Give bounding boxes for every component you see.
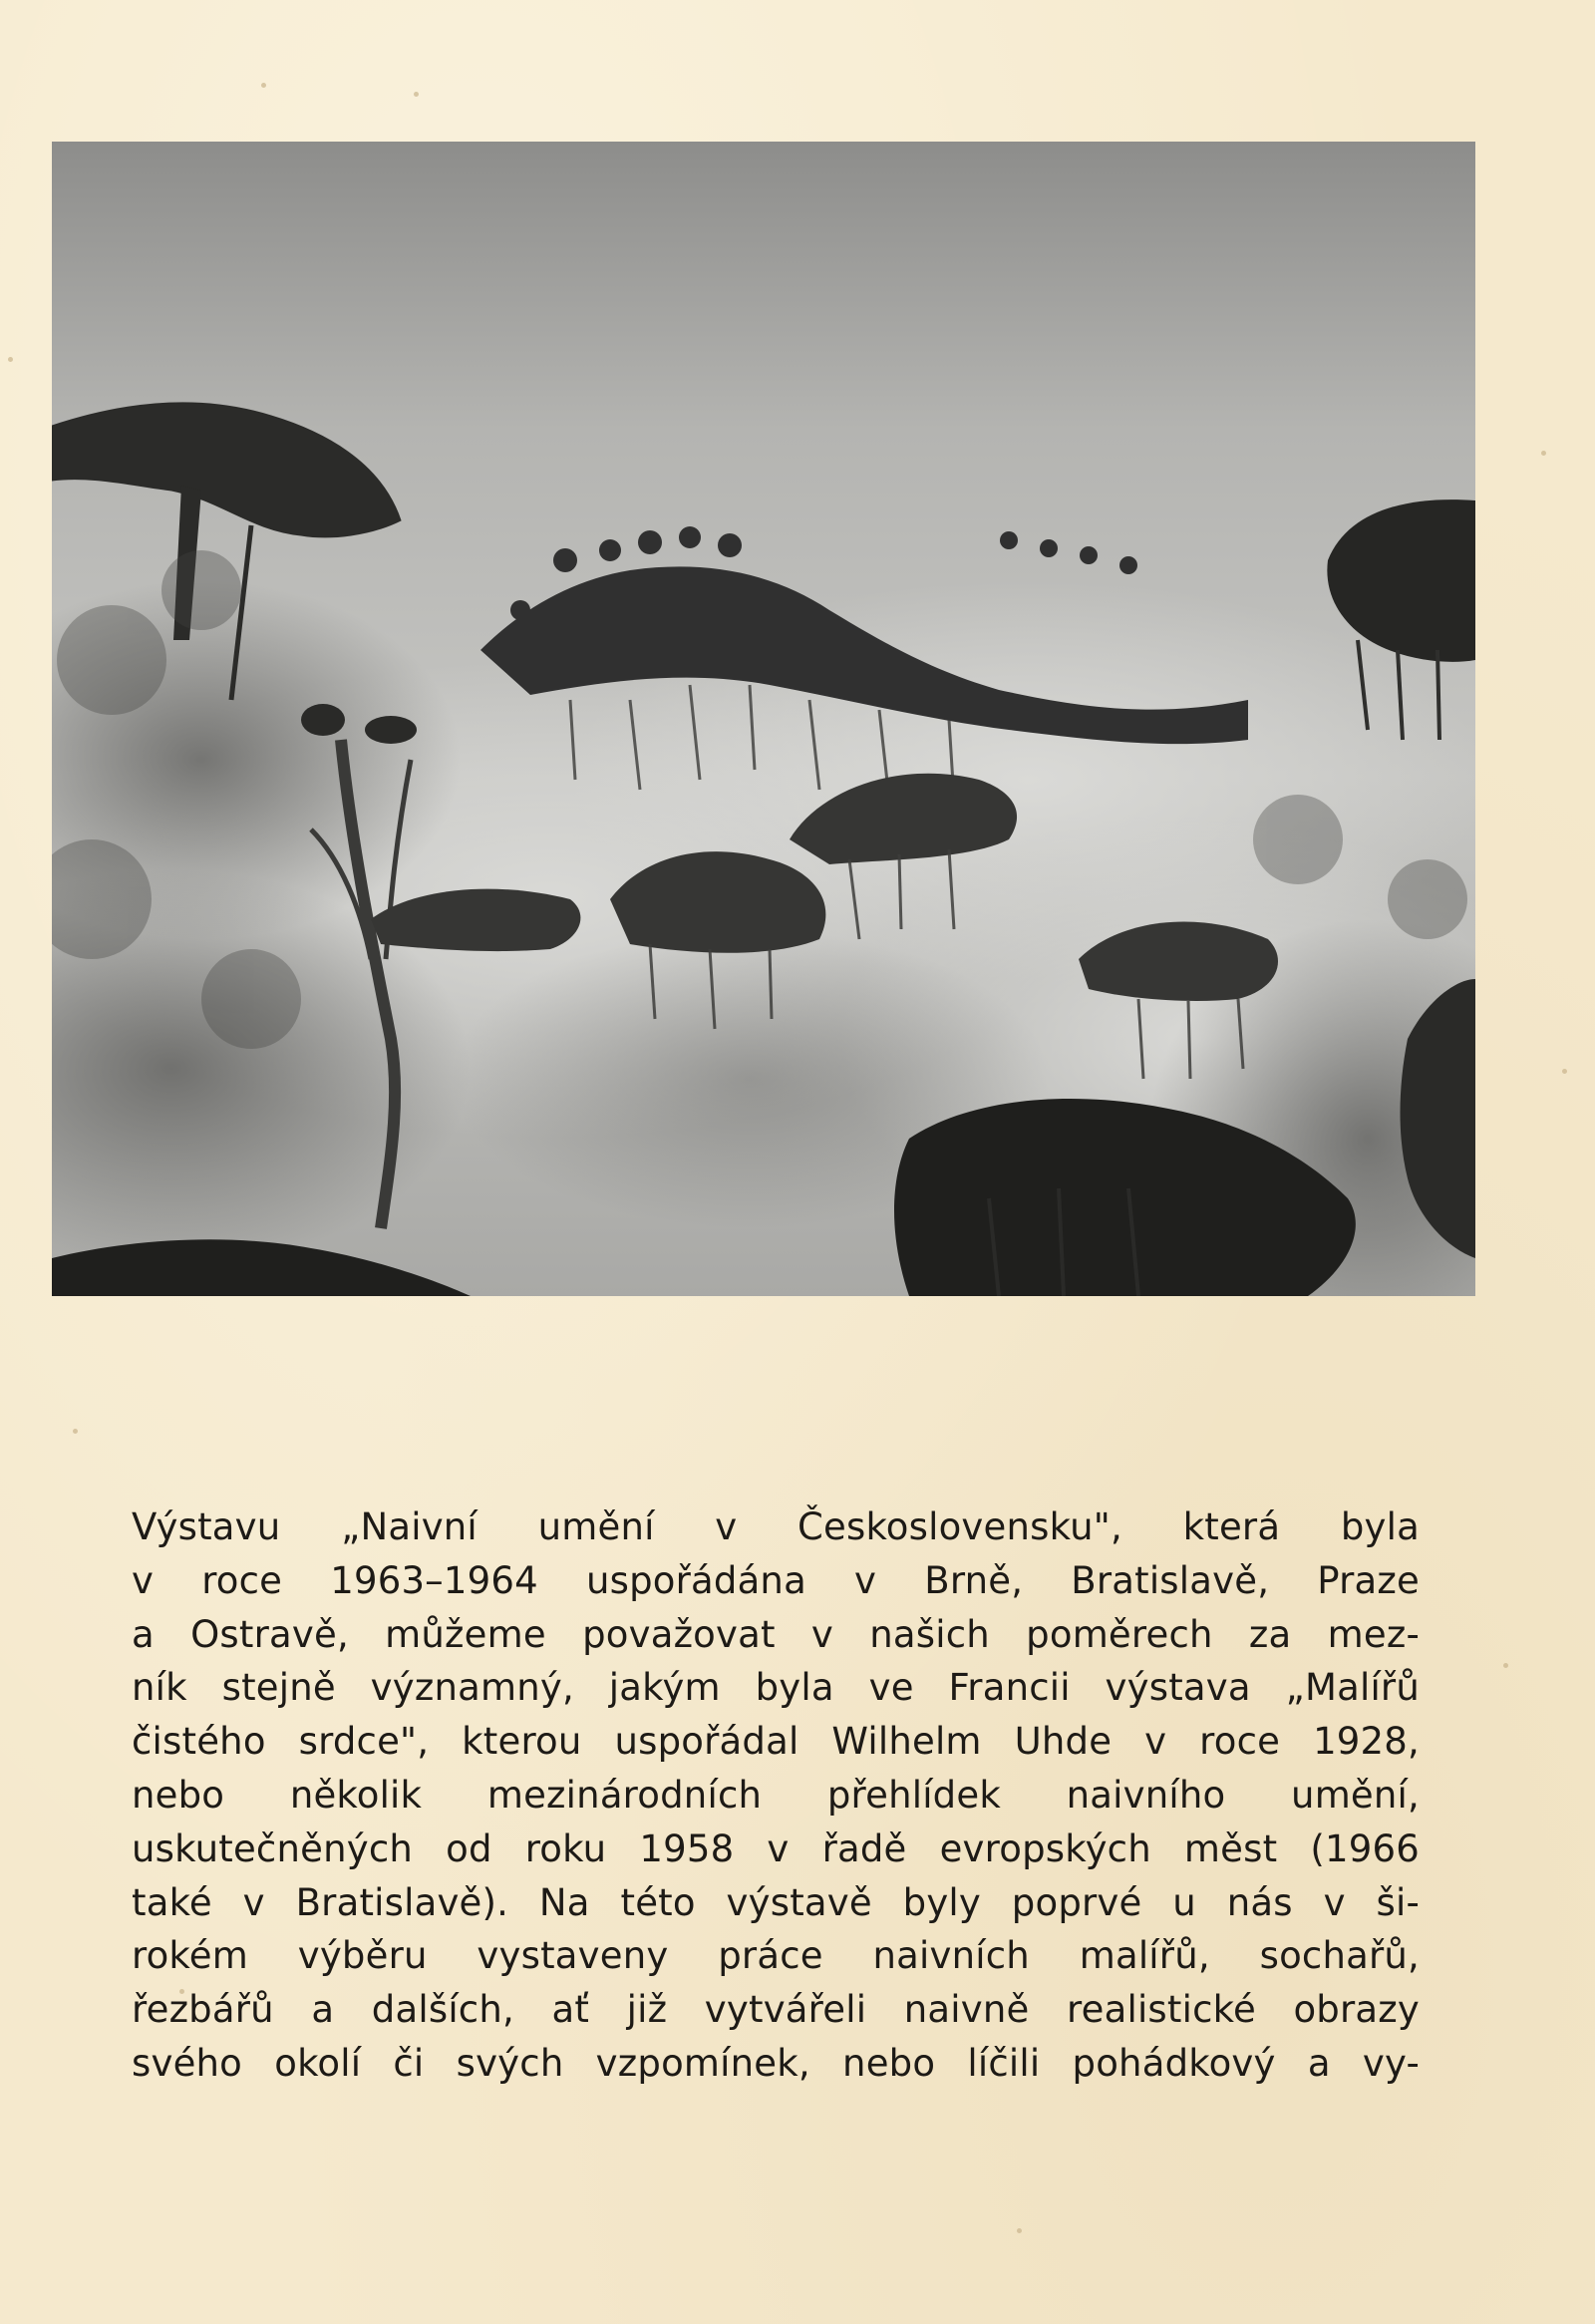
paper-speck — [1503, 1663, 1508, 1668]
text-line: řezbářů a dalších, ať již vytvářeli naivně realistické obrazy — [132, 1988, 1420, 2032]
landscape-painting-icon — [52, 142, 1475, 1296]
text-line: uskutečněných od roku 1958 v řadě evropských měst (1966 — [132, 1826, 1420, 1870]
text-line: čistého srdce", kterou uspořádal Wilhelm Uhde v roce 1928, — [132, 1720, 1420, 1764]
landscape-illustration — [52, 142, 1475, 1296]
paper-speck — [261, 83, 266, 88]
paper-speck — [1017, 2228, 1022, 2233]
text-line: Výstavu „Naivní umění v Československu", která byla — [132, 1505, 1420, 1548]
paper-speck — [8, 357, 13, 362]
paper-speck — [1562, 1069, 1567, 1074]
paper-speck — [73, 1429, 78, 1434]
text-line: svého okolí či svých vzpomínek, nebo líčili pohádkový a vy- — [132, 2041, 1420, 2085]
text-line: rokém výběru vystaveny práce naivních malířů, sochařů, — [132, 1934, 1420, 1978]
text-line: také v Bratislavě). Na této výstavě byly poprvé u nás v ši- — [132, 1880, 1420, 1924]
text-line: nebo několik mezinárodních přehlídek naivního umění, — [132, 1773, 1420, 1817]
text-line: a Ostravě, můžeme považovat v našich poměrech za mez- — [132, 1612, 1420, 1656]
paper-speck — [414, 92, 419, 97]
text-line: v roce 1963–1964 uspořádána v Brně, Bratislavě, Praze — [132, 1558, 1420, 1602]
text-line: ník stejně významný, jakým byla ve Francii výstava „Malířů — [132, 1666, 1420, 1710]
paper-speck — [1541, 451, 1546, 456]
body-text — [132, 1500, 1420, 2091]
